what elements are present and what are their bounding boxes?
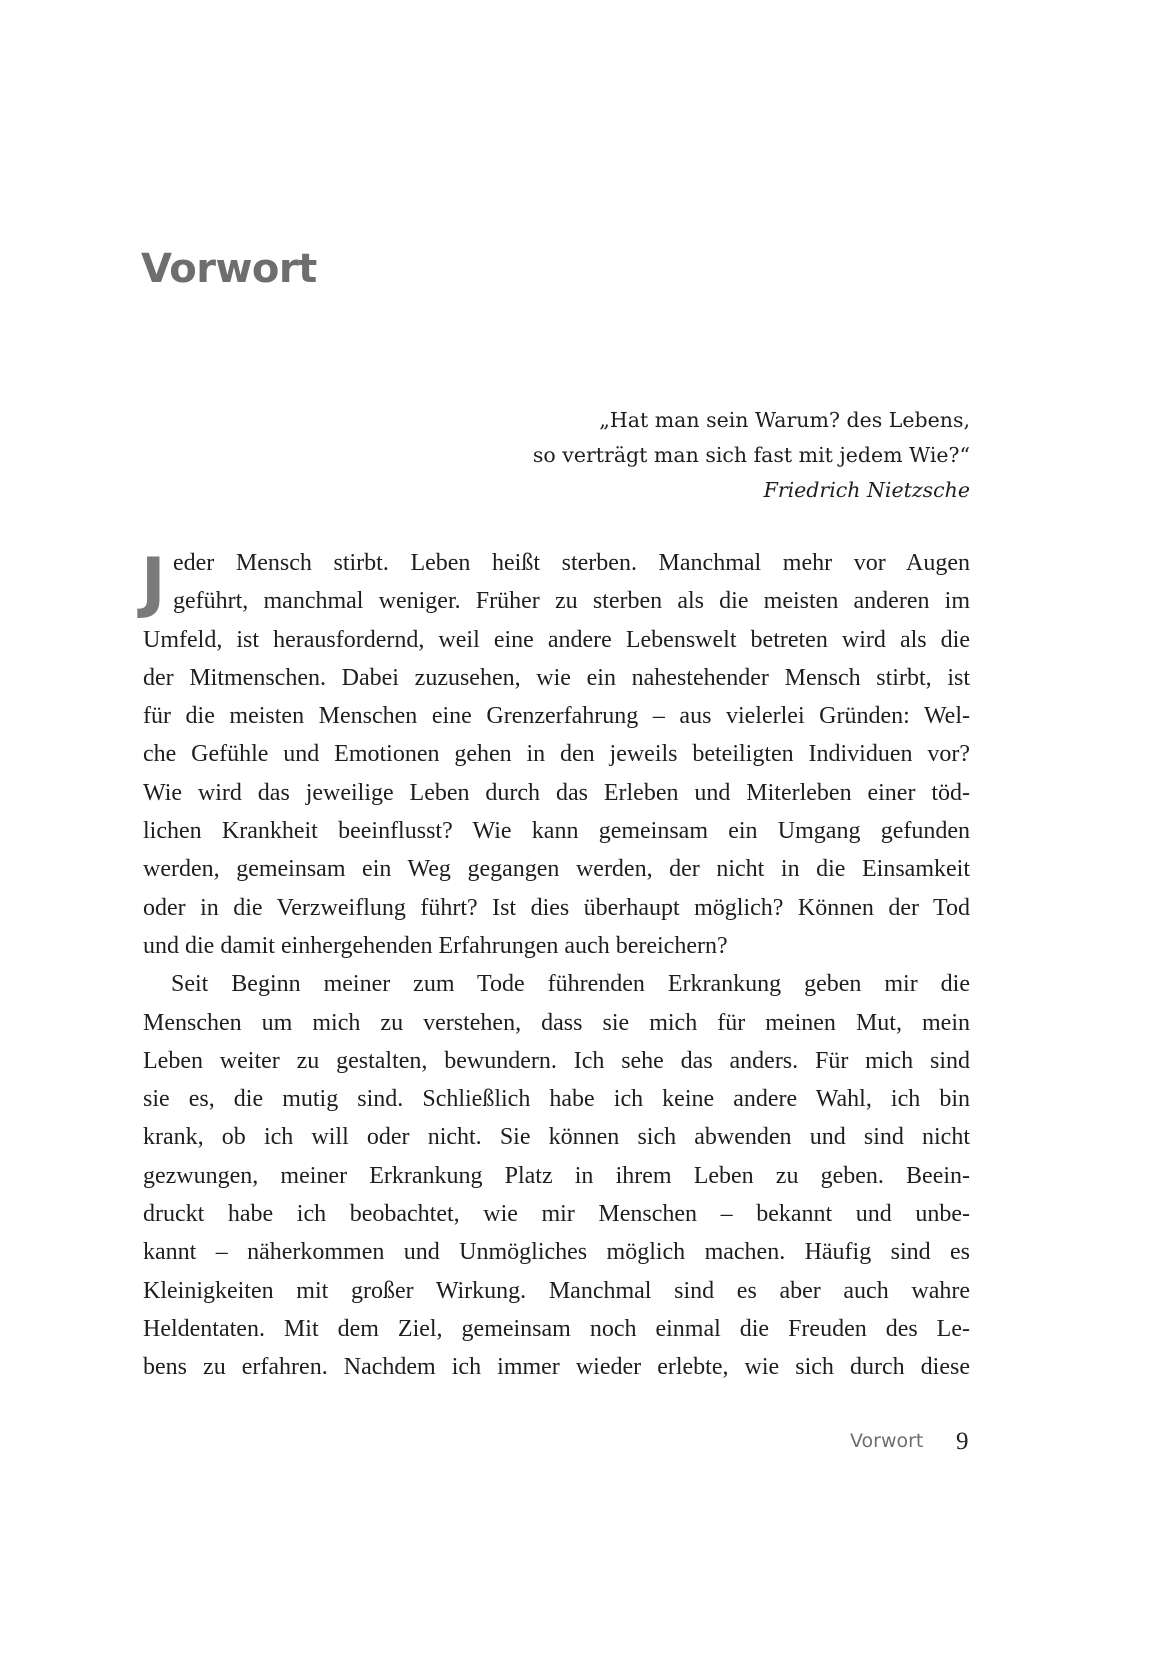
text-line: Kleinigkeiten mit großer Wirkung. Manchmal sind es aber auch wahre xyxy=(143,1277,970,1304)
text-line: che Gefühle und Emotionen gehen in den jeweils beteiligten Individuen vor? xyxy=(143,741,970,768)
text-line: eder Mensch stirbt. Leben heißt sterben. Manchmal mehr vor Augen xyxy=(173,550,970,576)
text-line: oder in die Verzweiflung führt? Ist dies überhaupt möglich? Können der Tod xyxy=(143,894,970,921)
text-line: Menschen um mich zu verstehen, dass sie mich für meinen Mut, mein xyxy=(143,1009,970,1036)
text-line: der Mitmenschen. Dabei zuzusehen, wie ein nahestehender Mensch stirbt, ist xyxy=(143,664,970,691)
text-line: Umfeld, ist herausfordernd, weil eine andere Lebenswelt betreten wird als die xyxy=(143,626,970,653)
text-line: Seit Beginn meiner zum Tode führenden Erkrankung geben mir die xyxy=(171,971,970,998)
text-line: druckt habe ich beobachtet, wie mir Menschen – bekannt und unbe- xyxy=(143,1201,970,1228)
text-line: gezwungen, meiner Erkrankung Platz in ihrem Leben zu geben. Beein- xyxy=(143,1162,970,1189)
text-line: Leben weiter zu gestalten, bewundern. Ich sehe das anders. Für mich sind xyxy=(143,1047,970,1074)
epigraph xyxy=(533,403,970,508)
text-line: sie es, die mutig sind. Schließlich habe ich keine andere Wahl, ich bin xyxy=(143,1086,970,1113)
text-line: Wie wird das jeweilige Leben durch das Erleben und Miterleben einer töd- xyxy=(143,779,970,806)
epigraph-line: „Hat man sein Warum? des Lebens, xyxy=(599,408,970,432)
body-text xyxy=(143,544,970,1387)
text-line: bens zu erfahren. Nachdem ich immer wieder erlebte, wie sich durch diese xyxy=(143,1354,970,1381)
text-line: kannt – näherkommen und Unmögliches möglich machen. Häufig sind es xyxy=(143,1239,970,1266)
drop-cap: J xyxy=(141,544,166,621)
epigraph-line: so verträgt man sich fast mit jedem Wie?“ xyxy=(532,443,970,467)
chapter-title: Vorwort xyxy=(141,246,317,292)
text-line: und die damit einhergehenden Erfahrungen auch bereichern? xyxy=(143,932,728,959)
page-number: 9 xyxy=(956,1428,969,1455)
text-line: Heldentaten. Mit dem Ziel, gemeinsam noch einmal die Freuden des Le- xyxy=(143,1315,970,1342)
text-line: für die meisten Menschen eine Grenzerfahrung – aus vielerlei Gründen: Wel- xyxy=(143,703,970,730)
text-line: lichen Krankheit beeinflusst? Wie kann gemeinsam ein Umgang gefunden xyxy=(143,818,970,845)
text-line: geführt, manchmal weniger. Früher zu sterben als die meisten anderen im xyxy=(173,588,970,615)
running-head: Vorwort xyxy=(850,1430,924,1452)
epigraph-author: Friedrich Nietzsche xyxy=(763,478,970,502)
text-line: werden, gemeinsam ein Weg gegangen werden, der nicht in die Einsamkeit xyxy=(143,856,970,883)
text-line: krank, ob ich will oder nicht. Sie können sich abwenden und sind nicht xyxy=(143,1124,970,1151)
